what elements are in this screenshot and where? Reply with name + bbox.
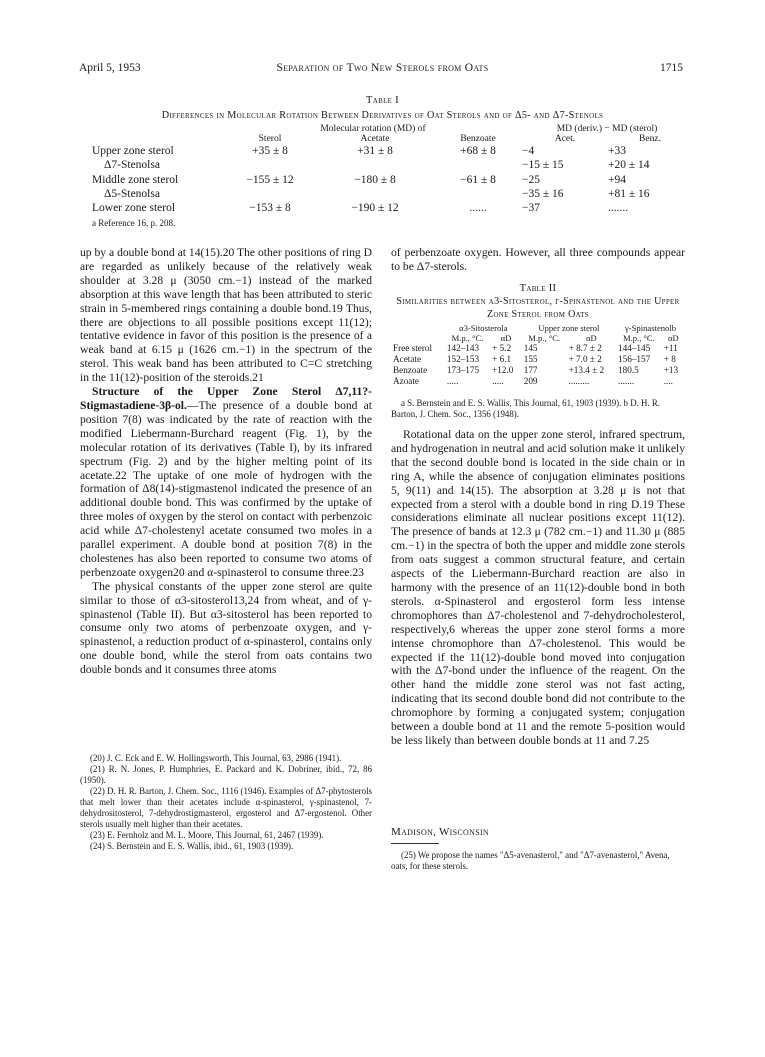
table2-col-upper-zone: Upper zone sterol (538, 323, 600, 333)
table1-cell: +35 ± 8 (252, 145, 288, 158)
table2-cell: 145 (523, 343, 538, 353)
table1-cell: −25 (522, 173, 540, 186)
table1-cell: +68 ± 8 (460, 145, 496, 158)
table1-cell (434, 187, 522, 201)
table2-subhead-ad: αD (500, 332, 512, 343)
table2-row (391, 365, 685, 376)
table1-row (92, 201, 692, 215)
table2-subhead-mp: M.p., °C. (622, 332, 655, 343)
table1-cell: −15 ± 15 (522, 159, 564, 172)
footnote-23: (23) E. Fernholz and M. L. Moore, This Journal, 61, 2467 (1939). (90, 830, 324, 840)
right-paragraph-1: of perbenzoate oxygen. However, all three compounds appear to be Δ7-sterols. (391, 246, 685, 273)
table1-caption: Differences in Molecular Rotation Between Derivatives of Oat Sterols and of Δ5- and Δ7-Stenols (161, 110, 604, 121)
table1-row-name: Middle zone sterol (92, 173, 179, 186)
table1-col-sterol: Sterol (258, 134, 282, 144)
table2-footnote: a S. Bernstein and E. S. Wallis, This Journal, 61, 1903 (1939). b D. H. R. Barton, J. Chem. Soc., 1356 (1948). (391, 398, 661, 419)
table2-cell: 142–143 (446, 343, 480, 353)
table2-cell: + 6.1 (492, 354, 512, 364)
table1-row (92, 144, 692, 158)
table1-cell: −37 (522, 202, 540, 215)
table1-cell: −35 ± 16 (522, 188, 564, 201)
table2-cell: 209 (523, 376, 538, 386)
table2-subhead-ad: αD (585, 332, 597, 343)
table2-cell: 180.5 (618, 365, 639, 375)
table2-col-sitosterol: α3-Sitosterola (459, 323, 508, 333)
left-column (80, 246, 372, 677)
table2 (391, 324, 685, 387)
left-footnotes (80, 753, 372, 852)
table1 (92, 124, 692, 230)
table2-cell: 155 (523, 354, 538, 364)
table1-row (92, 187, 692, 201)
table2-subhead-mp: M.p., °C. (528, 332, 561, 343)
table1-label: Table I (366, 95, 399, 106)
footnote-25: (25) We propose the names "Δ5-avenasterol," and "Δ7-avenasterol," Avena, oats, for these sterols. (391, 850, 670, 871)
table1-cell: −4 (522, 145, 535, 158)
table1-cell (434, 158, 522, 172)
table1-group-right: MD (deriv.) − MD (sterol) (556, 124, 658, 134)
table2-cell: ......... (568, 376, 590, 386)
footnote-22: (22) D. H. R. Barton, J. Chem. Soc., 1116 (1946). Examples of Δ7-phytosterols that melt lower than their acetates include α-spinasterol, γ-spinastenol, 7-dehydrositosterol, 7-dehydrostigmasterol, ergosterol and Δ7-ergostenol. Other sterols usually melt higher than their acetates. (80, 786, 372, 829)
table2-cell: ..... (492, 376, 504, 386)
table2-cell: + 5.2 (492, 343, 512, 353)
table1-cell: +81 ± 16 (608, 188, 650, 201)
table2-cell: +13 (663, 365, 679, 375)
table2-label: Table II (519, 283, 557, 294)
table2-subhead-ad: αD (668, 332, 679, 343)
table1-footnote: a Reference 16, p. 208. (92, 217, 176, 228)
table1-cell: +94 (608, 173, 626, 186)
right-column-bottom (391, 428, 685, 748)
table1-cell (316, 158, 434, 172)
footnote-20: (20) J. C. Eck and E. W. Hollingsworth, This Journal, 63, 2986 (1941). (90, 753, 342, 763)
table1-row (92, 173, 692, 187)
header-title: Separation of Two New Sterols from Oats (276, 62, 489, 74)
table1-row-name: Δ5-Stenolsa (104, 188, 160, 201)
table1-col-acetate: Acetate (360, 134, 390, 144)
table2-cell: +11 (663, 343, 678, 353)
footnote-24: (24) S. Bernstein and E. S. Wallis, ibid., 61, 1903 (1939). (90, 841, 294, 851)
table1-cell: +31 ± 8 (357, 145, 393, 158)
table1-row-name: Lower zone sterol (92, 202, 176, 215)
table1-col-acet: Acet. (554, 134, 576, 144)
table1-cell: −61 ± 8 (460, 173, 496, 186)
table2-row (391, 343, 685, 354)
table1-cell: −180 ± 8 (354, 173, 396, 186)
table1-cell: −153 ± 8 (249, 202, 291, 215)
table1-col-benz: Benz. (639, 134, 661, 144)
table1-cell: ...... (469, 202, 487, 215)
table1-cell: −155 ± 12 (246, 173, 294, 186)
table1-cell: ....... (608, 202, 629, 215)
table2-cell: 173–175 (446, 365, 480, 375)
table2-col-spinastenol: γ-Spinastenolb (624, 323, 677, 333)
table2-cell: 156–157 (618, 354, 651, 364)
table2-row-name: Free sterol (393, 343, 433, 353)
table1-col-benzoate: Benzoate (460, 134, 496, 144)
table2-subhead-mp: M.p., °C. (451, 332, 484, 343)
left-paragraph-1: up by a double bond at 14(15).20 The other positions of ring D are regarded as unlikely because of the relatively weak shoulder at 3.28 μ (3050 cm.−1) instead of the marked absorption at this wave length that has been attributed to steric strain in 5-membered rings containing a double bond.19 Thus, there are objections to all possible positions except 11(12); tentative evidence in favor of this position is the presence of a weak band at 6.15 μ (1626 cm.−1) in the spectrum of the sterol. This weak band has been attributed to C=C stretching in the 11(12)-position of the steroids.21 (80, 246, 372, 385)
table1-cell: +33 (608, 145, 626, 158)
author-location: Madison, Wisconsin (391, 826, 489, 838)
table1-row-name: Upper zone sterol (92, 145, 174, 158)
table2-row-name: Azoate (393, 376, 420, 386)
table1-row-name: Δ7-Stenolsa (104, 159, 160, 172)
header-page-number: 1715 (660, 62, 683, 74)
left-paragraph-3: The physical constants of the upper zone sterol are quite similar to those of α3-sitosterol13,24 from wheat, and of γ-spinastenol (Table II). But α3-sitosterol has been reported to consume only two atoms of perbenzoate oxygen, and γ-spinastenol, a reduction product of α-spinasterol, contains only one double bond, while the sterol from oats contains two double bonds and it consumes three atoms (80, 579, 372, 677)
table1-group-left: Molecular rotation (MD) of (320, 124, 426, 134)
table2-row-name: Benzoate (393, 365, 428, 375)
left-paragraph-2: —The presence of a double bond at position 7(8) was indicated by the rate of reaction with the modified Liebermann-Burchard reagent (Fig. 1), by the molecular rotation of its derivatives (Table I), by its infrared spectrum (Fig. 2) and by the higher melting point of its acetate.22 The uptake of one mole of hydrogen with the formation of Δ8(14)-stigmastenol indicated the presence of an additional double bond. This was confirmed by the uptake of three moles of oxygen by the sterol on contact with perbenzoic acid while Δ7-cholestenyl acetate consumed two moles in a parallel experiment. A double bond at position 7(8) in the cholestenes has also been reported to consume two atoms of perbenzoate oxygen20 and α-spinasterol to consume three.23 (80, 398, 372, 579)
right-column-top (391, 246, 685, 274)
table1-row (92, 158, 692, 172)
table2-cell: + 7.0 ± 2 (568, 354, 602, 364)
table2-cell: +13.4 ± 2 (568, 365, 605, 375)
table2-cell: .... (663, 376, 673, 386)
table2-row (391, 354, 685, 365)
table1-cell: −190 ± 12 (351, 202, 399, 215)
table2-cell: +12.0 (492, 365, 514, 375)
table2-cell: + 8.7 ± 2 (568, 343, 602, 353)
table1-cell (224, 187, 316, 201)
footnote-21: (21) R. N. Jones, P. Humphries, E. Packard and K. Dobriner, ibid., 72, 86 (1950). (80, 764, 372, 785)
table1-cell (224, 158, 316, 172)
footnote-divider (391, 843, 439, 844)
right-paragraph-2: Rotational data on the upper zone sterol, infrared spectrum, and hydrogenation in neutral and acid solution make it unlikely that the second double bond is located in the side chain or in ring A, while the absence of conjugation eliminates positions 5, 9(11) and 14(15). The absorption at 3.28 μ is not that expected from a sterol with a double bond in ring D.19 These considerations eliminate all nuclear positions except 11(12). The presence of bands at 12.3 μ (782 cm.−1) and 11.30 μ (885 cm.−1) in the spectra of both the upper and middle zone sterols from oats suggest a common structural feature, and certain aspects of the Liebermann-Burchard reaction are also in harmony with the presence of an 11(12)-double bond in both sterols. α-Spinasterol and ergosterol form less intense chromophores than Δ7-cholestenol and 7-dehydrocholesterol, respectively,6 whereas the upper zone sterol forms a more intense chromophore than Δ7-cholestenol. This would be expected if the 11(12)-double bond moved into conjugation with the Δ7-bond under the influence of the reagent. On the other hand the middle zone sterol was not fast acting, indicating that its second double bond did not contribute to the chromophore by forming a conjugated system; conjugation between a double bond at 11 and the remote 5-position would be less likely than between double bonds at 11 and 7.25 (391, 428, 685, 747)
table2-cell: 144–145 (618, 343, 651, 353)
table2-row-name: Acetate (393, 354, 422, 364)
table2-cell: 177 (523, 365, 538, 375)
table2-cell: + 8 (663, 354, 676, 364)
table2-cell: ..... (446, 376, 459, 386)
header-date: April 5, 1953 (79, 62, 141, 74)
table2-cell: 152–153 (446, 354, 480, 364)
section-heading: Structure of the Upper Zone Sterol Δ7,11?-Stigmastadiene-3β-ol. (80, 385, 372, 412)
table2-cell: ....... (618, 376, 635, 386)
table1-cell: +20 ± 14 (608, 159, 650, 172)
table1-cell (316, 187, 434, 201)
table2-caption: Similarities between α3-Sitosterol, γ-Spinastenol and the Upper Zone Sterol from Oats (396, 296, 680, 320)
table2-row (391, 376, 685, 387)
